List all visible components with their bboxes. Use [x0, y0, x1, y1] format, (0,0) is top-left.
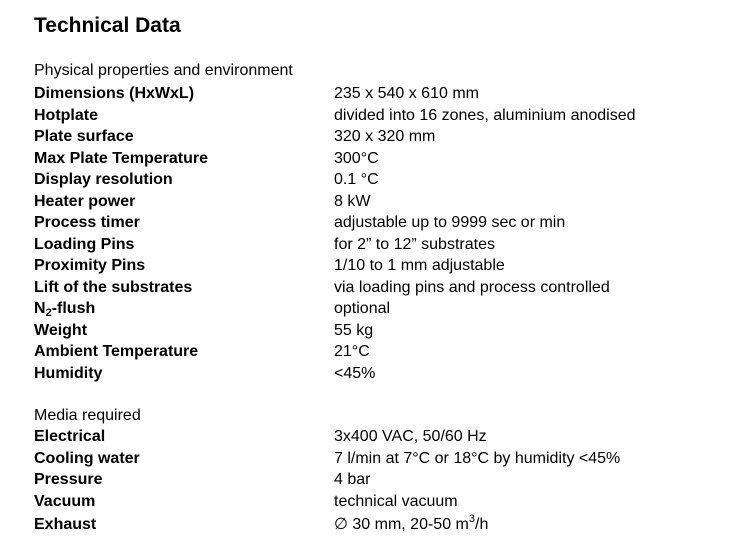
- spec-label: Vacuum: [34, 493, 96, 510]
- spec-value: adjustable up to 9999 sec or min: [334, 214, 566, 231]
- spec-value: 320 x 320 mm: [334, 128, 436, 145]
- spec-row-process-timer: [34, 212, 734, 234]
- spec-label-rest: -flush: [51, 300, 96, 317]
- spec-row-exhaust: [34, 514, 734, 536]
- spec-value-superscript: 3: [468, 513, 475, 525]
- spec-row-vacuum: [34, 491, 734, 513]
- spec-value-rest: /h: [475, 516, 489, 533]
- spec-label: Process timer: [34, 214, 140, 231]
- spec-row-lift-of-substrates: [34, 277, 734, 299]
- spec-row-ambient-temperature: [34, 341, 734, 363]
- spec-value: 55 kg: [334, 321, 374, 339]
- spec-label: Plate surface: [34, 128, 134, 145]
- spec-label: Cooling water: [34, 450, 140, 467]
- spec-value: for 2” to 12” substrates: [334, 235, 495, 253]
- page-title: Technical Data: [34, 14, 181, 37]
- spec-row-weight: [34, 320, 734, 342]
- spec-label: Electrical: [34, 428, 106, 445]
- spec-row-max-plate-temperature: [34, 148, 734, 170]
- spec-value: 21°C: [334, 343, 370, 360]
- spec-value: via loading pins and process controlled: [334, 278, 610, 296]
- spec-label-main: N: [34, 300, 46, 317]
- spec-label-subscript: 2: [45, 307, 52, 319]
- spec-value: 7 l/min at 7°C or 18°C by humidity <45%: [334, 450, 621, 467]
- spec-label: Proximity Pins: [34, 257, 146, 274]
- spec-row-loading-pins: [34, 234, 734, 256]
- spec-row-humidity: [34, 363, 734, 385]
- spec-value: <45%: [334, 364, 376, 382]
- spec-label: Pressure: [34, 471, 103, 488]
- spec-row-plate-surface: [34, 126, 734, 148]
- spec-row-electrical: [34, 426, 734, 448]
- spec-value: 235 x 540 x 610 mm: [334, 85, 479, 102]
- section-heading-physical: Physical properties and environment: [34, 62, 293, 79]
- spec-label: Loading Pins: [34, 235, 135, 253]
- spec-label: [34, 298, 95, 320]
- spec-row-n2-flush: [34, 298, 734, 320]
- spec-label: Humidity: [34, 364, 103, 382]
- spec-label: Dimensions (HxWxL): [34, 85, 195, 102]
- spec-value: 300°C: [334, 149, 379, 167]
- spec-value: technical vacuum: [334, 493, 458, 510]
- spec-value: 0.1 °C: [334, 171, 379, 188]
- spec-value: 1/10 to 1 mm adjustable: [334, 257, 505, 274]
- spec-row-pressure: [34, 469, 734, 491]
- spec-label: Max Plate Temperature: [34, 149, 208, 167]
- spec-value-main: ∅ 30 mm, 20-50 m: [334, 516, 469, 533]
- spec-label: Hotplate: [34, 106, 98, 124]
- spec-row-cooling-water: [34, 448, 734, 470]
- spec-label: Display resolution: [34, 171, 173, 188]
- section-heading-media: Media required: [34, 407, 141, 424]
- spec-value: optional: [334, 300, 391, 317]
- spec-row-hotplate: [34, 105, 734, 127]
- spec-label: Ambient Temperature: [34, 343, 199, 360]
- spec-label: Heater power: [34, 192, 136, 210]
- spec-label: Lift of the substrates: [34, 278, 193, 296]
- spec-value: [334, 514, 488, 536]
- spec-label: Exhaust: [34, 516, 97, 533]
- spec-value: 4 bar: [334, 471, 371, 488]
- spec-row-dimensions: [34, 83, 734, 105]
- spec-value: 8 kW: [334, 192, 371, 210]
- spec-value: 3x400 VAC, 50/60 Hz: [334, 428, 487, 445]
- spec-value: divided into 16 zones, aluminium anodised: [334, 106, 636, 124]
- spec-label: Weight: [34, 321, 88, 339]
- spec-row-heater-power: [34, 191, 734, 213]
- spec-row-proximity-pins: [34, 255, 734, 277]
- spec-row-display-resolution: [34, 169, 734, 191]
